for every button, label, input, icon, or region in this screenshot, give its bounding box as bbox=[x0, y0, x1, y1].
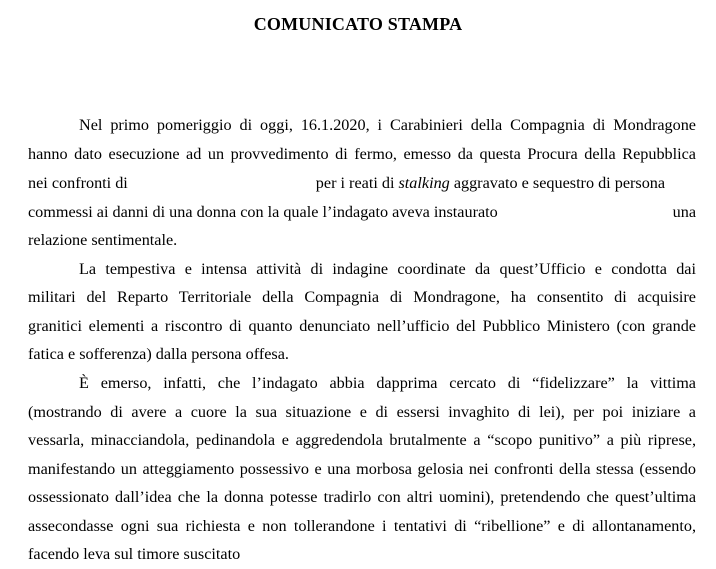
paragraph-2-line-1: La tempestiva e intensa attività di indagine coordinate da quest’Ufficio e condotta dai bbox=[79, 260, 696, 278]
paragraph-1-line-3-end: aggravato e sequestro di persona bbox=[453, 174, 666, 192]
paragraph-1-line-3 bbox=[28, 173, 696, 193]
paragraph-1-line-3-middle: per i reati di bbox=[315, 174, 395, 192]
paragraph-1-line-3-italic: stalking bbox=[398, 174, 450, 192]
paragraph-3-line-3: vessarla, minacciandola, pedinandola e aggredendola brutalmente a “scopo punitivo” a più riprese, bbox=[28, 431, 696, 449]
paragraph-1-line-1: Nel primo pomeriggio di oggi, 16.1.2020, i Carabinieri della Compagnia di Mondragone bbox=[79, 116, 696, 134]
paragraph-1-line-3-start: nei confronti di bbox=[28, 174, 128, 192]
paragraph-2-line-2: militari del Reparto Territoriale della Compagnia di Mondragone, ha consentito di acquisire bbox=[28, 288, 696, 306]
paragraph-3-line-7: facendo leva sul timore suscitato bbox=[28, 545, 241, 563]
paragraph-2-line-3: granitici elementi a riscontro di quanto denunciato nell’ufficio del Pubblico Ministero (con grande bbox=[28, 317, 696, 335]
paragraph-1-line-2: hanno dato esecuzione ad un provvedimento di fermo, emesso da questa Procura della Repubblica bbox=[28, 145, 696, 163]
paragraph-3-line-5: ossessionato dall’idea che la donna potesse tradirlo con altri uomini), pretendendo che quest’ultima bbox=[28, 488, 696, 506]
paragraph-3-line-6: assecondasse ogni sua richiesta e non tollerandone i tentativi di “ribellione” e di allontanamento, bbox=[28, 517, 696, 535]
paragraph-2-line-4: fatica e sofferenza) dalla persona offesa. bbox=[28, 345, 289, 363]
paragraph-3-line-2: (mostrando di avere a cuore la sua situazione e di essersi invaghito di lei), per poi iniziare a bbox=[28, 403, 696, 421]
page-title: COMUNICATO STAMPA bbox=[253, 14, 463, 34]
paragraph-1-line-5: relazione sentimentale. bbox=[28, 231, 178, 249]
paragraph-1-line-4 bbox=[28, 202, 696, 222]
paragraph-1-line-4-start: commessi ai danni di una donna con la quale l’indagato aveva instaurato bbox=[28, 203, 498, 221]
paragraph-3-line-1: È emerso, infatti, che l’indagato abbia dapprima cercato di “fidelizzare” la vittima bbox=[79, 374, 696, 392]
paragraph-3-line-4: manifestando un atteggiamento possessivo e una morbosa gelosia nei confronti della stessa (essendo bbox=[28, 460, 696, 478]
paragraph-1-line-4-end: una bbox=[672, 203, 696, 221]
